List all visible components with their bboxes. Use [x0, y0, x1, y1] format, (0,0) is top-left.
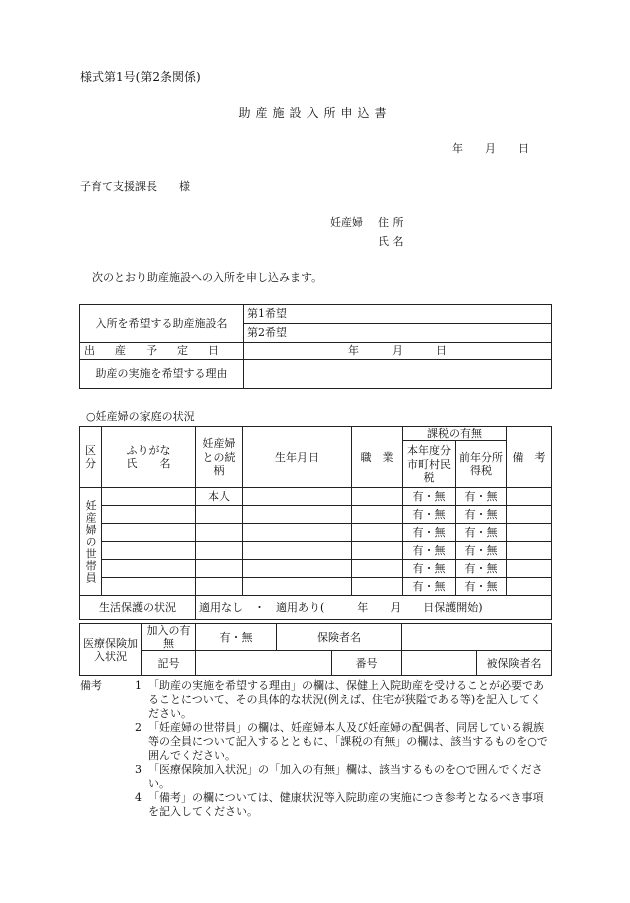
member-birth-field[interactable]: [243, 578, 352, 596]
note-number: 1: [135, 679, 142, 692]
insurance-join-label: 加入の有無: [142, 624, 196, 651]
note-item: [80, 763, 550, 791]
reason-field[interactable]: [244, 360, 552, 389]
notes-heading: 備考: [80, 679, 102, 692]
note-text: 「助産の実施を希望する理由」の欄は、保健上入院助産を受けることが必要であることについて、その具体的な状況(例えば、住宅が狭隘である等)を記入してください。: [148, 679, 544, 720]
col-kubun: 区分: [80, 427, 102, 488]
tax-income-choice[interactable]: 有・無: [456, 560, 507, 578]
member-job-field[interactable]: [352, 578, 403, 596]
applicant-role: 妊産婦: [330, 216, 363, 229]
col-remarks: 備 考: [507, 427, 552, 488]
member-name-field[interactable]: [102, 542, 196, 560]
member-remarks-field[interactable]: [507, 524, 552, 542]
notes-section: [80, 679, 550, 819]
tax-income-choice[interactable]: 有・無: [456, 524, 507, 542]
insured-name-label: 被保険者名: [477, 651, 552, 676]
col-furigana-label: ふりがな: [126, 443, 171, 457]
member-name-field[interactable]: [102, 560, 196, 578]
form-number: 様式第1号(第2条関係): [80, 70, 201, 84]
member-remarks-field[interactable]: [507, 488, 552, 506]
member-relation-field[interactable]: [196, 560, 243, 578]
note-text: 「妊産婦の世帯員」の欄は、妊産婦本人及び妊産婦の配偶者、同居している親族等の全員について記入するとともに、「課税の有無」の欄は、該当するものを○で囲んでください。: [148, 721, 548, 762]
member-relation-field[interactable]: [196, 578, 243, 596]
tax-municipal-choice[interactable]: 有・無: [403, 560, 456, 578]
member-birth-field[interactable]: [243, 542, 352, 560]
member-remarks-field[interactable]: [507, 578, 552, 596]
note-item: [80, 791, 550, 819]
tax-municipal-choice[interactable]: 有・無: [403, 506, 456, 524]
applicant-address-label: 住 所: [378, 216, 404, 229]
applicant-name-label: 氏 名: [378, 235, 404, 248]
member-remarks-field[interactable]: [507, 560, 552, 578]
col-name: [102, 427, 196, 488]
member-job-field[interactable]: [352, 542, 403, 560]
addressee: 子育て支援課長 様: [80, 180, 190, 193]
facility-table: [79, 304, 552, 389]
insurance-holder-field[interactable]: [402, 624, 552, 651]
member-job-field[interactable]: [352, 488, 403, 506]
insurance-label: 医療保険加入状況: [80, 624, 142, 676]
member-job-field[interactable]: [352, 560, 403, 578]
note-text: 「備考」の欄については、健康状況等入院助産の実施につき参考となるべき事項を記入してください。: [148, 791, 544, 818]
member-relation-field[interactable]: [196, 524, 243, 542]
insurance-holder-label: 保険者名: [277, 624, 402, 651]
welfare-value[interactable]: 適用なし ・ 適用あり( 年 月 日保護開始): [196, 596, 552, 620]
member-birth-field[interactable]: [243, 506, 352, 524]
member-relation-field[interactable]: [196, 542, 243, 560]
col-tax-income: 前年分所得税: [456, 441, 507, 488]
due-date-field[interactable]: 年 月 日: [244, 343, 552, 360]
member-name-field[interactable]: [102, 506, 196, 524]
tax-income-choice[interactable]: 有・無: [456, 488, 507, 506]
tax-income-choice[interactable]: 有・無: [456, 578, 507, 596]
tax-municipal-choice[interactable]: 有・無: [403, 578, 456, 596]
household-label-text: 妊産婦の世帯員: [84, 499, 98, 584]
choice1-field[interactable]: 第1希望: [244, 305, 552, 324]
insurance-number-label: 番号: [332, 651, 402, 676]
member-birth-field[interactable]: [243, 524, 352, 542]
member-remarks-field[interactable]: [507, 542, 552, 560]
page-title: 助産施設入所申込書: [238, 106, 392, 120]
col-job: 職 業: [352, 427, 403, 488]
note-item: [80, 721, 550, 763]
col-name-label: 氏 名: [126, 457, 171, 471]
reason-label: 助産の実施を希望する理由: [80, 360, 244, 389]
facility-label: 入所を希望する助産施設名: [80, 305, 244, 343]
tax-municipal-choice[interactable]: 有・無: [403, 542, 456, 560]
note-number: 2: [135, 721, 142, 734]
member-relation-field[interactable]: [196, 506, 243, 524]
member-name-field[interactable]: [102, 578, 196, 596]
note-item: [80, 679, 550, 721]
tax-income-choice[interactable]: 有・無: [456, 506, 507, 524]
member-job-field[interactable]: [352, 506, 403, 524]
note-number: 4: [135, 791, 142, 804]
tax-income-choice[interactable]: 有・無: [456, 542, 507, 560]
insurance-table: [79, 623, 552, 676]
tax-municipal-choice[interactable]: 有・無: [403, 488, 456, 506]
intro-text: 次のとおり助産施設への入所を申し込みます。: [92, 271, 323, 284]
choice2-field[interactable]: 第2希望: [244, 324, 552, 343]
member-birth-field[interactable]: [243, 488, 352, 506]
section-title: ○妊産婦の家庭の状況: [86, 410, 195, 423]
member-job-field[interactable]: [352, 524, 403, 542]
welfare-label: 生活保護の状況: [80, 596, 196, 620]
col-tax: 課税の有無: [403, 427, 507, 441]
household-table: [79, 426, 552, 620]
note-number: 3: [135, 763, 142, 776]
insurance-mark-label: 記号: [142, 651, 196, 676]
member-remarks-field[interactable]: [507, 506, 552, 524]
date-line: 年 月 日: [452, 142, 529, 155]
due-date-label: 出産予定日: [80, 343, 244, 360]
member-name-field[interactable]: [102, 524, 196, 542]
member-relation-self: 本人: [196, 488, 243, 506]
household-label: [80, 488, 102, 596]
member-birth-field[interactable]: [243, 560, 352, 578]
insurance-mark-field[interactable]: [196, 651, 332, 676]
note-text: 「医療保険加入状況」の「加入の有無」欄は、該当するものを○で囲んでください。: [148, 763, 543, 790]
insurance-number-field[interactable]: [402, 651, 477, 676]
insurance-join-choice[interactable]: 有・無: [196, 624, 277, 651]
col-relation: 妊産婦との続柄: [196, 427, 243, 488]
tax-municipal-choice[interactable]: 有・無: [403, 524, 456, 542]
col-birthdate: 生年月日: [243, 427, 352, 488]
col-tax-municipal: 本年度分市町村民税: [403, 441, 456, 488]
member-name-field[interactable]: [102, 488, 196, 506]
